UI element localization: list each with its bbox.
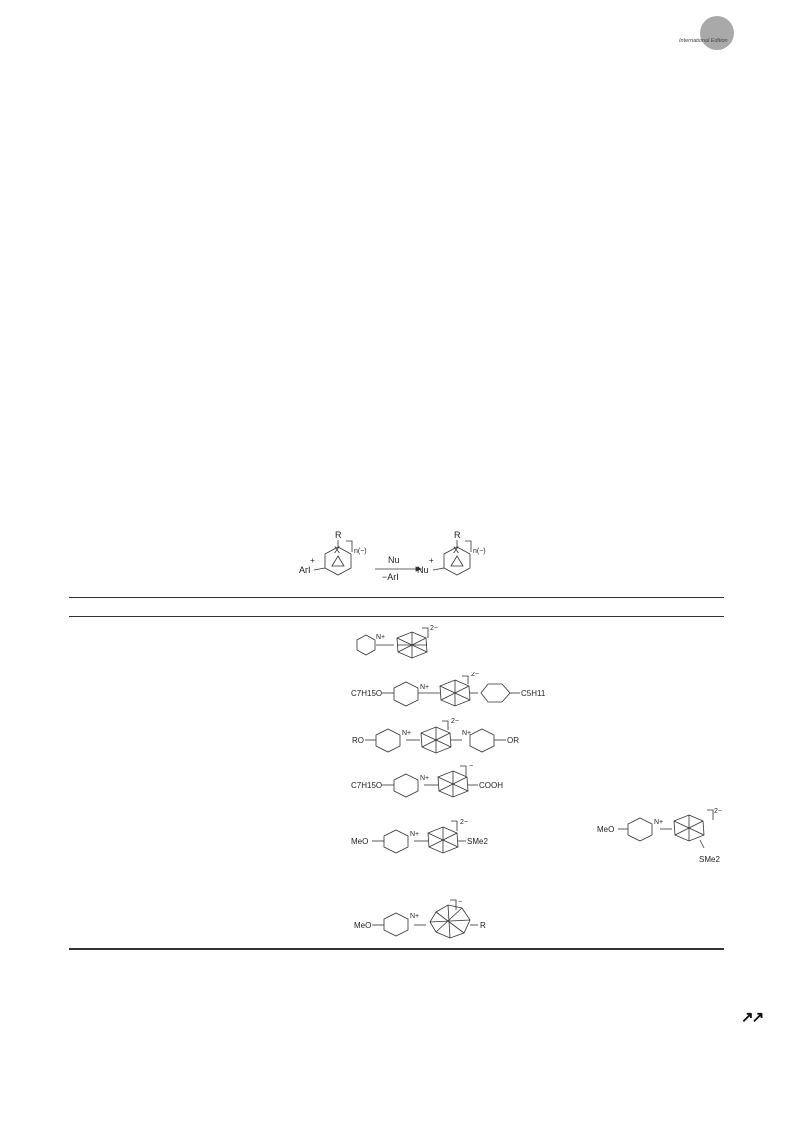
c2-right-group: C5H11: [521, 689, 546, 698]
scheme-x-right: X: [453, 545, 460, 555]
c5-charge: 2−: [460, 819, 468, 826]
compound-4: [350, 762, 520, 804]
scheme-nu-label: Nu: [417, 565, 429, 575]
scheme-aryl-label: ArI: [299, 565, 311, 575]
scheme-charge-left: n(−): [354, 548, 367, 555]
c2-nplus: N+: [420, 684, 430, 691]
c3-nplus-right: N+: [462, 730, 472, 737]
c5-left-group: MeO: [351, 837, 369, 846]
compound-3: [350, 718, 540, 758]
c6-charge: 2−: [714, 808, 722, 815]
journal-logo-circle: [700, 16, 734, 50]
table-header-rule: [69, 616, 724, 617]
c2-left-group: C7H15O: [351, 689, 383, 698]
c3-charge: 2−: [451, 718, 459, 725]
compound-5: [350, 816, 520, 860]
scheme-arrow-bottom: −ArI: [382, 572, 399, 582]
table-top-rule: [69, 597, 724, 598]
c7-left-group: MeO: [354, 921, 372, 930]
c7-nplus: N+: [410, 913, 420, 920]
c3-nplus-left: N+: [402, 730, 412, 737]
scheme-plus-left: +: [310, 556, 315, 565]
c1-nplus: N+: [376, 634, 386, 641]
c5-nplus: N+: [410, 831, 420, 838]
c4-nplus: N+: [420, 775, 430, 782]
scheme-x-left: X: [334, 545, 341, 555]
compound-6: [596, 806, 726, 870]
reaction-scheme: [290, 528, 520, 594]
c3-left-group: RO: [352, 736, 364, 745]
double-arrow-icon: ↗↗: [741, 1009, 763, 1026]
c6-left-group: MeO: [597, 825, 615, 834]
c4-right-group: COOH: [479, 781, 503, 790]
scheme-r-right: R: [454, 530, 461, 540]
scheme-r-left: R: [335, 530, 342, 540]
journal-edition-label: International Edition: [679, 38, 728, 44]
compound-7: [350, 898, 500, 940]
c6-nplus: N+: [654, 819, 664, 826]
c6-sub-group: SMe2: [699, 855, 720, 864]
scheme-arrow-top: Nu: [388, 555, 400, 565]
c4-left-group: C7H15O: [351, 781, 383, 790]
compound-2: [350, 672, 570, 712]
table-bottom-rule: [69, 948, 724, 950]
c7-right-group: R: [480, 921, 486, 930]
c5-right-group: SMe2: [467, 837, 488, 846]
c1-charge: 2−: [430, 625, 438, 632]
scheme-plus-right: +: [429, 556, 434, 565]
c3-right-group: OR: [507, 736, 519, 745]
compound-1: [350, 622, 460, 662]
c7-charge: −: [458, 899, 463, 906]
c4-charge: −: [469, 763, 474, 770]
c2-charge: 2−: [471, 672, 479, 678]
scheme-charge-right: n(−): [473, 548, 486, 555]
